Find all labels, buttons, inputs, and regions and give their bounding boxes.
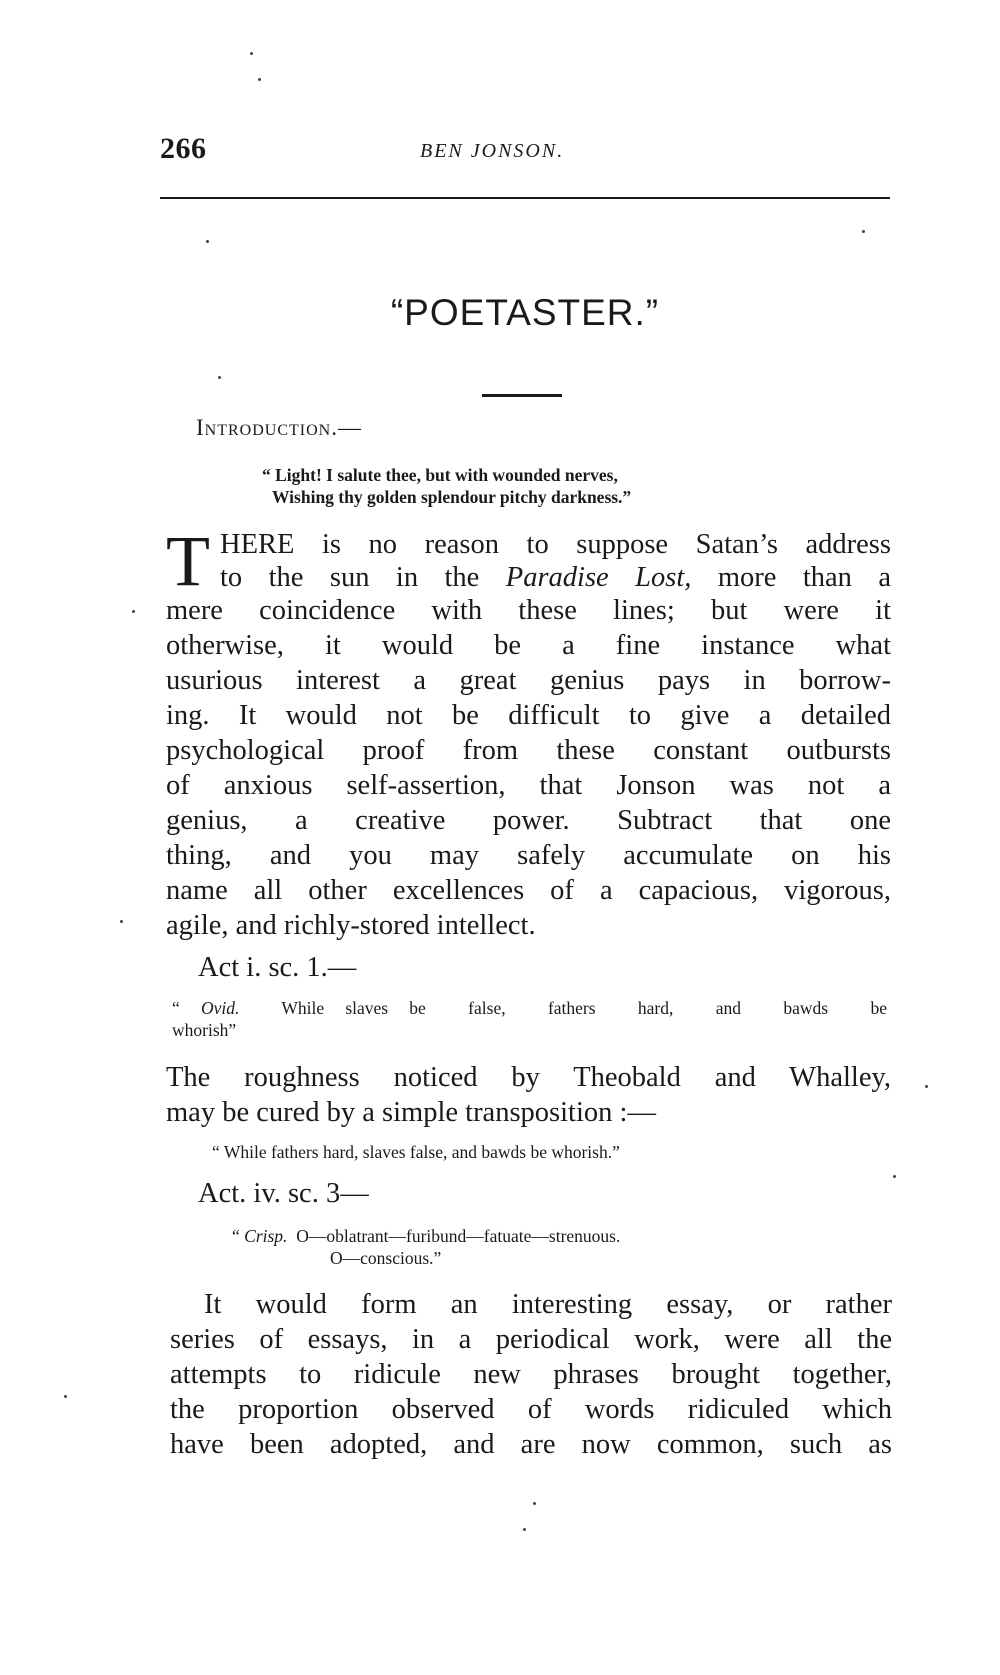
- quote-line: “ Crisp. O—oblatrant—furibund—fatuate—strenuous.: [232, 1226, 621, 1246]
- quote-line: whorish”: [172, 1020, 237, 1040]
- paragraph-2: [166, 1060, 891, 1130]
- paragraph-line: It would form an interesting essay, or rather: [204, 1289, 892, 1320]
- page-header: [160, 132, 890, 172]
- paragraph-line: attempts to ridicule new phrases brought together,: [170, 1359, 892, 1390]
- paragraph-line: The roughness noticed by Theobald and Whalley,: [166, 1062, 891, 1093]
- quote-line: “ Ovid. While slaves be false, fathers hard, and bawds be: [172, 998, 887, 1018]
- paragraph-line: thing, and you may safely accumulate on his: [166, 840, 891, 871]
- chapter-title: “POETASTER.”: [390, 292, 660, 333]
- paragraph-line: otherwise, it would be a fine instance what: [166, 630, 891, 661]
- act-4-heading: Act. iv. sc. 3—: [198, 1178, 369, 1209]
- page-number: 266: [160, 132, 207, 165]
- scan-speck: [893, 1175, 896, 1178]
- scan-speck: [533, 1502, 536, 1505]
- title-rule: [482, 394, 562, 397]
- scan-speck: [250, 52, 253, 55]
- paragraph-3: [170, 1287, 892, 1462]
- paragraph-line: the proportion observed of words ridiculed which: [170, 1394, 892, 1425]
- paragraph-line: may be cured by a simple transposition :—: [166, 1097, 656, 1128]
- scan-speck: [120, 920, 123, 923]
- paragraph-line: HERE is no reason to suppose Satan’s address: [220, 529, 891, 560]
- epigraph-line: Wishing thy golden splendour pitchy darkness.”: [272, 487, 632, 507]
- paragraph-line: mere coincidence with these lines; but were it: [166, 595, 891, 626]
- quote-line: O—conscious.”: [330, 1248, 442, 1268]
- paragraph-line: name all other excellences of a capacious, vigorous,: [166, 875, 891, 906]
- paragraph-line: psychological proof from these constant outbursts: [166, 735, 891, 766]
- header-rule: [160, 197, 890, 199]
- drop-cap: T: [166, 521, 210, 601]
- scan-speck: [132, 610, 135, 613]
- scan-speck: [218, 376, 221, 379]
- scan-speck: [206, 240, 209, 243]
- act-1-heading: Act i. sc. 1.—: [198, 952, 357, 983]
- scan-speck: [64, 1395, 67, 1398]
- scan-speck: [862, 230, 865, 233]
- running-head: BEN JONSON.: [420, 140, 565, 162]
- paragraph-line: ing. It would not be difficult to give a detailed: [166, 700, 891, 731]
- act-1-quote: [172, 997, 887, 1041]
- epigraph: [262, 464, 862, 508]
- paragraph-line: of anxious self-assertion, that Jonson was not a: [166, 770, 891, 801]
- paragraph-2-quote: “ While fathers hard, slaves false, and bawds be whorish.”: [212, 1142, 620, 1162]
- scan-speck: [523, 1528, 526, 1531]
- paragraph-line: agile, and richly-stored intellect.: [166, 910, 536, 941]
- paragraph-line: have been adopted, and are now common, such as: [170, 1429, 892, 1460]
- paragraph-line: usurious interest a great genius pays in borrow-: [166, 665, 891, 696]
- italic-title: Paradise Lost,: [505, 562, 692, 593]
- scan-speck: [258, 78, 261, 81]
- act-4-quote: [232, 1225, 620, 1269]
- paragraph-line: to the sun in the Paradise Lost, more than a: [220, 562, 891, 593]
- paragraph-1-body: [166, 593, 891, 943]
- scan-speck: [925, 1085, 928, 1088]
- paragraph-line: series of essays, in a periodical work, were all the: [170, 1324, 892, 1355]
- epigraph-line: “ Light! I salute thee, but with wounded nerves,: [262, 465, 618, 485]
- paragraph-line: genius, a creative power. Subtract that one: [166, 805, 891, 836]
- introduction-heading: Introduction.—: [196, 415, 362, 440]
